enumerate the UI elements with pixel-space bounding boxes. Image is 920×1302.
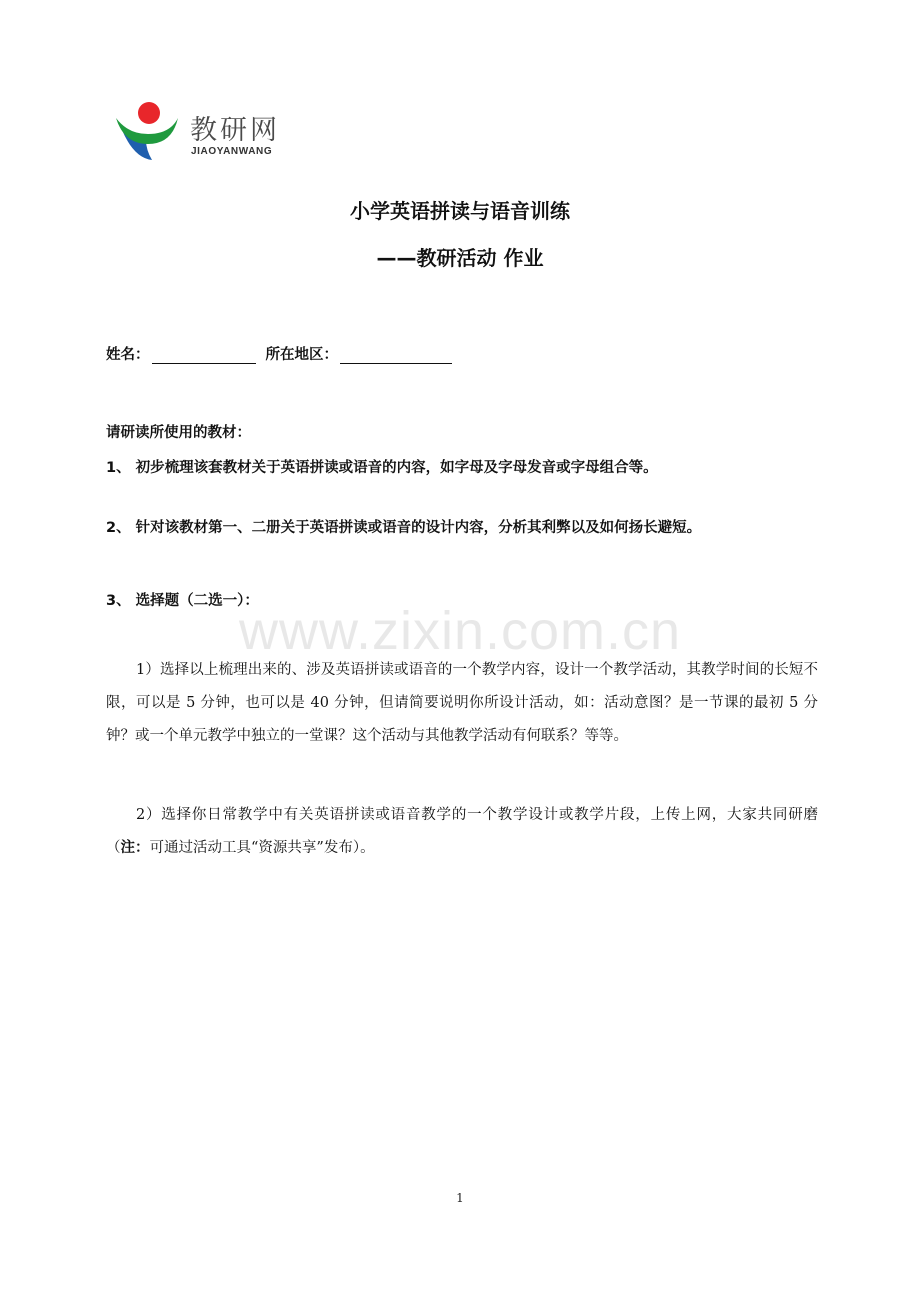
document-title: 小学英语拼读与语音训练 [350, 199, 570, 223]
document-subtitle: ——教研活动 作业 [376, 246, 544, 270]
option-2-text: 2）选择你日常教学中有关英语拼读或语音教学的一个教学设计或教学片段，上传上网，大家共同研磨（ [106, 807, 818, 856]
question-1: 1、 初步梳理该套教材关于英语拼读或语音的内容，如字母及字母发音或字母组合等。 [106, 460, 658, 476]
logo-name-en: JIAOYANWANG [191, 146, 273, 157]
jiaoyanwang-logo [116, 100, 316, 164]
option-2-note-text: 可通过活动工具“资源共享”发布）。 [149, 840, 375, 856]
name-blank[interactable] [152, 347, 256, 364]
option-1-text: 1）选择以上梳理出来的、涉及英语拼读或语音的一个教学内容，设计一个教学活动，其教学时间的长短不限，可以是 5 分钟，也可以是 40 分钟，但请简要说明你所设计活动，如：活动意图？是一节课的最初 5 分钟？或一个单元教学中独立的一堂课？这个活动与其他教学活动有何联系？等等。 [106, 662, 818, 744]
question-3: 3、 选择题（二选一）： [106, 593, 259, 609]
name-region-row [106, 343, 462, 364]
option-2-paragraph [106, 799, 818, 865]
logo-icon [116, 100, 182, 162]
option-1-paragraph [106, 654, 818, 753]
region-blank[interactable] [340, 347, 452, 364]
name-label: 姓名： [106, 347, 150, 363]
region-label: 所在地区： [265, 347, 338, 363]
question-2: 2、 针对该教材第一、二册关于英语拼读或语音的设计内容，分析其利弊以及如何扬长避短。 [106, 520, 702, 536]
option-2-note-label: 注： [120, 840, 150, 856]
page-number: 1 [456, 1191, 464, 1205]
logo-name-cn: 教研网 [190, 115, 280, 146]
intro-text: 请研读所使用的教材： [106, 425, 251, 441]
watermark: www.zixin.com.cn [238, 601, 682, 661]
